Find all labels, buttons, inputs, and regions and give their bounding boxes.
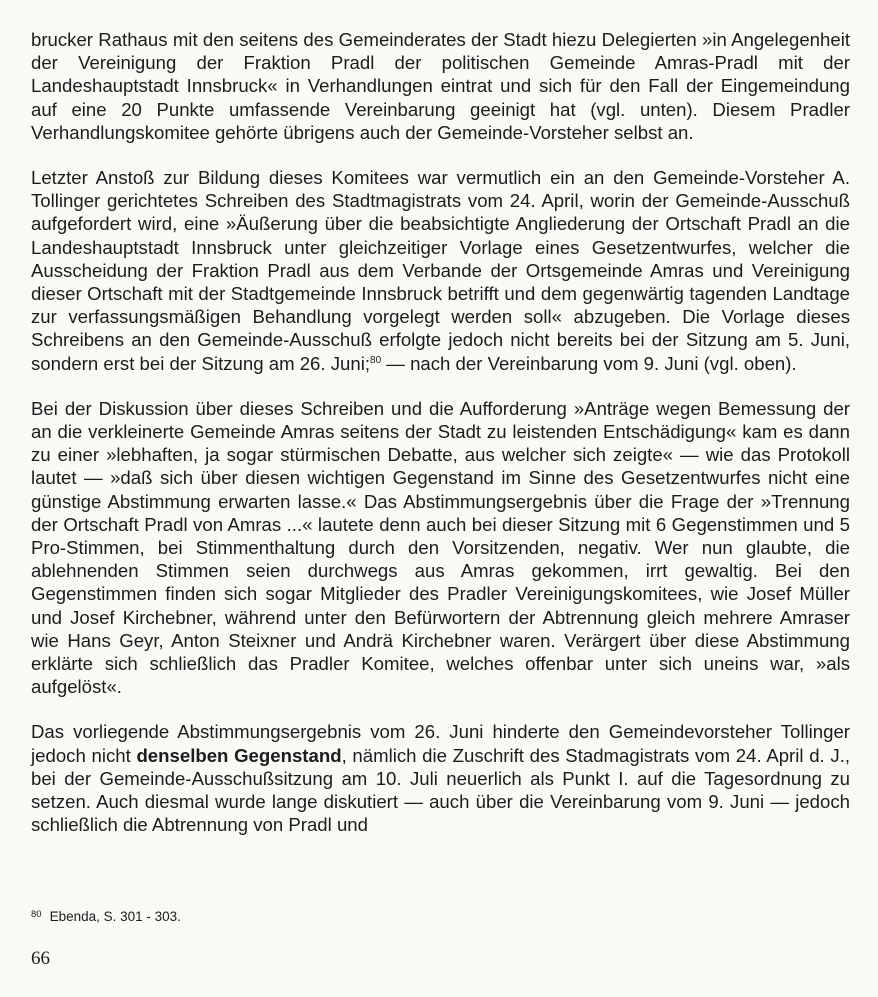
footnote-text: Ebenda, S. 301 - 303. (49, 909, 181, 924)
footnote-number: 80 (31, 909, 42, 920)
paragraph-abstimmung-text-end: , nämlich die Zuschrift des Stadmagistrats vom 24. April d. J., bei der Gemeinde-Ausschußsitzung am 10. Juli neuerlich als Punkt I. auf die Tagesordnung zu setzen. Auch diesmal wurde lange diskutiert — auch über die Vereinbarung vom 9. Juni — jedoch schließlich die Abtrennung von Pradl und (31, 744, 851, 836)
paragraph-komitee (31, 166, 850, 375)
paragraph-komitee-text: Letzter Anstoß zur Bildung dieses Komitees war vermutlich ein an den Gemeinde-Vorsteher A. Tollinger gerichtetes Schreiben des Stadtmagistrats vom 24. April, worin der Gemeinde-Ausschuß aufgefordert wird, eine »Äußerung über die beabsichtigte Angliederung der Ortschaft Pradl an die Landeshauptstadt Innsbruck unter gleichzeitiger Vorlage eines Gesetzentwurfes, welcher die Ausscheidung der Fraktion Pradl aus dem Verbande der Ortsgemeinde Amras und Vereinigung dieser Ortschaft mit der Stadtgemeinde Innsbruck betrifft und dem gegenwärtig tagenden Landtage zur verfassungsmäßigen Behandlung vorgelegt werden soll« abzugeben. Die Vorlage dieses Schreibens an den Gemeinde-Ausschuß erfolgte jedoch nicht bereits bei der Sitzung am 5. Juni, sondern erst bei der Sitzung am 26. Juni; (31, 167, 850, 374)
paragraph-continuation: brucker Rathaus mit den seitens des Gemeinderates der Stadt hiezu Delegierten »in Angelegenheit der Vereinigung der Fraktion Pradl der politischen Gemeinde Amras-Pradl mit der Landeshauptstadt Innsbruck« in Verhandlungen eintrat und sich für den Fall der Eingemeindung auf eine 20 Punkte umfassende Vereinbarung geeinigt hat (vgl. unten). Diesem Pradler Verhandlungskomitee gehörte übrigens auch der Gemeinde-Vorsteher selbst an. (31, 29, 850, 143)
paragraph-abstimmung-text: Das vorliegende Abstimmungsergebnis vom 26. Juni hinderte den Gemeindevorsteher Tollinger jedoch nicht (31, 721, 850, 766)
emphasized-phrase: denselben Gegenstand (136, 744, 342, 766)
paragraph-diskussion: Bei der Diskussion über dieses Schreiben und die Aufforderung »Anträge wegen Bemessung der an die verkleinerte Gemeinde Amras seitens der Stadt zu leistenden Entschädigung« kam es dann zu einer »lebhaften, ja sogar stürmischen Debatte, aus welcher sich zeigte« — wie das Protokoll lautet — »daß sich über diesen wichtigen Gegenstand im Sinne des Gesetzentwurfes nicht eine günstige Abstimmung erwarten lasse.« Das Abstimmungsergebnis über die Frage der »Trennung der Ortschaft Pradl von Amras ...« lautete denn auch bei dieser Sitzung mit 6 Gegenstimmen und 5 Pro-Stimmen, bei Stimmenthaltung durch den Vorsitzenden, negativ. Wer nun glaubte, die ablehnenden Stimmen seien durchwegs aus Amras gekommen, irrt gewaltig. Bei den Gegenstimmen finden sich sogar Mitglieder des Pradler Vereinigungskomitees, wie Josef Müller und Josef Kirchebner, während unter den Befürwortern der Abtrennung gleich mehrere Amraser wie Hans Geyr, Anton Steixner und Andrä Kirchebner waren. Verärgert über diese Abstimmung erklärte sich schließlich das Pradler Komitee, welches offenbar unter sich uneins war, »als aufgelöst«. (31, 397, 850, 698)
paragraph-abstimmung (31, 720, 850, 836)
footnote-reference[interactable]: 80 (370, 354, 382, 366)
footnote (31, 906, 181, 926)
page-number: 66 (31, 948, 50, 969)
paragraph-komitee-text-end: — nach der Vereinbarung vom 9. Juni (vgl. oben). (381, 352, 797, 374)
